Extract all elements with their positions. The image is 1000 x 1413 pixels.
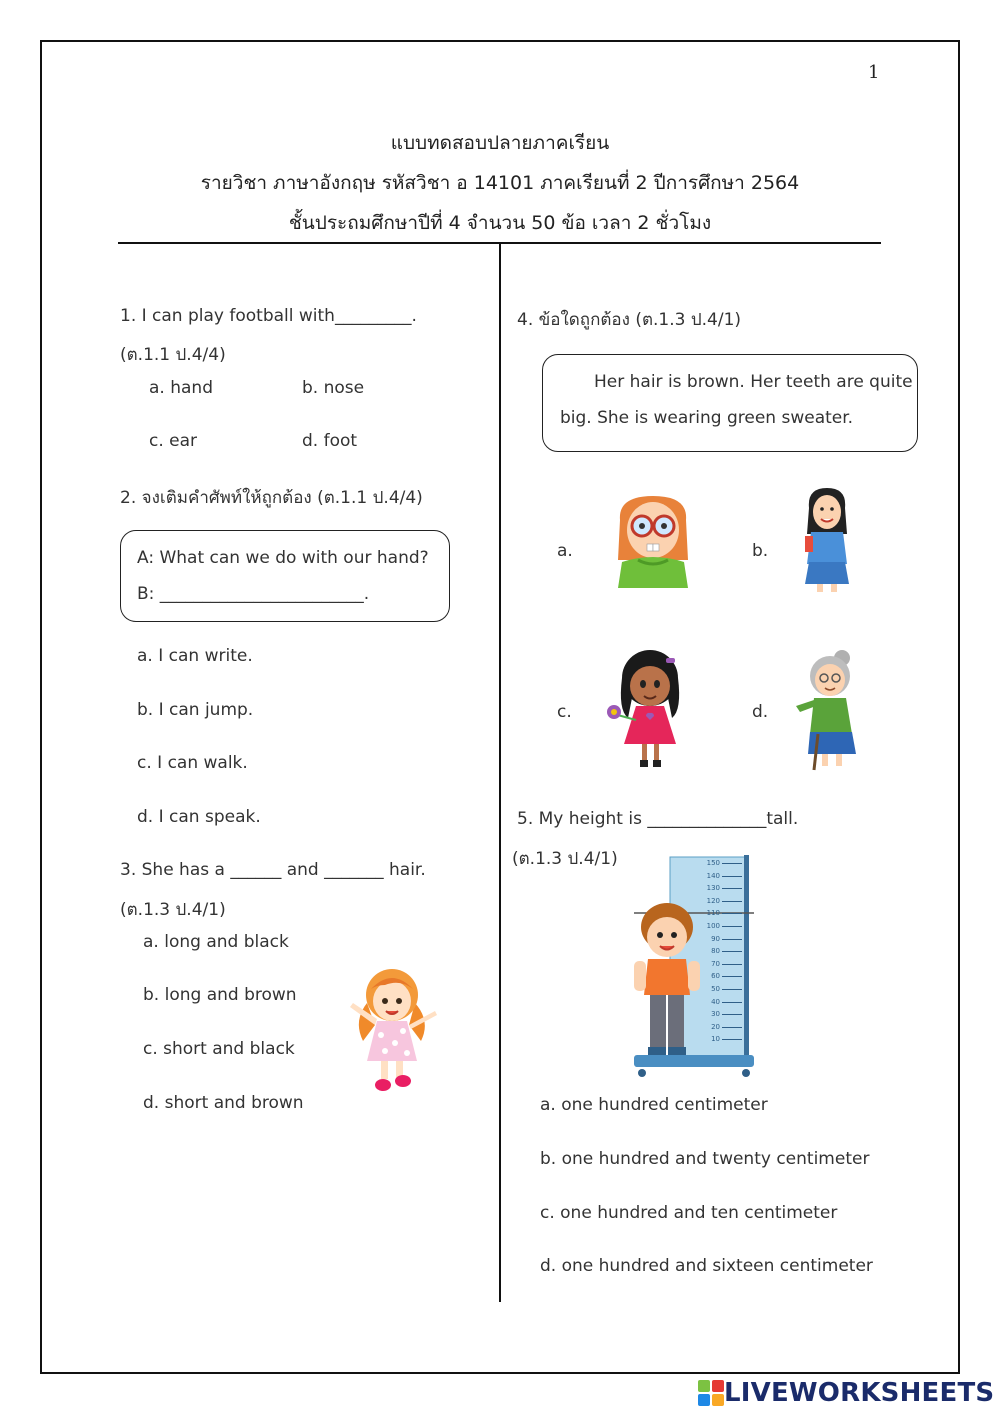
q3-question: 3. She has a ______ and _______ hair.: [120, 860, 426, 880]
q4-description-box: [542, 354, 918, 452]
ruler-tick-label: 30: [711, 1010, 720, 1019]
column-divider: [499, 244, 501, 1302]
ruler-tick-mark: [722, 926, 742, 927]
q5-option-c[interactable]: c. one hundred and ten centimeter: [540, 1203, 838, 1223]
ruler-tick-label: 80: [711, 947, 720, 956]
ruler-tick-label: 60: [711, 972, 720, 981]
ruler-tick-mark: [722, 1002, 742, 1003]
ruler-tick-label: 110: [706, 909, 720, 918]
woman-black-hair-illustration: [797, 486, 857, 594]
girl-with-glasses-illustration: [608, 490, 698, 588]
q2-option-d[interactable]: d. I can speak.: [137, 807, 261, 827]
ruler-tick-label: 130: [706, 884, 720, 893]
q4-option-b[interactable]: b.: [752, 541, 769, 561]
liveworksheets-logo-text: LIVEWORKSHEETS: [724, 1378, 995, 1408]
girl-with-flower-illustration: [600, 648, 692, 770]
ruler-tick-mark: [722, 989, 742, 990]
q1-question: 1. I can play football with_________.: [120, 306, 417, 326]
q3-option-c[interactable]: c. short and black: [143, 1039, 295, 1059]
q4-option-d[interactable]: d.: [752, 702, 769, 722]
q5-option-a[interactable]: a. one hundred centimeter: [540, 1095, 768, 1115]
ruler-tick-label: 10: [711, 1035, 720, 1044]
q5-option-d[interactable]: d. one hundred and sixteen centimeter: [540, 1256, 873, 1276]
q1-standard: (ต.1.1 ป.4/4): [120, 345, 226, 365]
q5-question: 5. My height is ______________tall.: [517, 809, 799, 829]
q2-option-a[interactable]: a. I can write.: [137, 646, 253, 666]
ruler-tick-mark: [722, 1039, 742, 1040]
exam-subject: รายวิชา ภาษาอังกฤษ รหัสวิชา อ 14101 ภาคเรียนที่ 2 ปีการศึกษา 2564: [200, 172, 800, 194]
exam-title: แบบทดสอบปลายภาคเรียน: [390, 132, 610, 154]
height-ruler-figure: [620, 855, 755, 1080]
q5-standard: (ต.1.3 ป.4/1): [512, 849, 618, 869]
ruler-tick-label: 50: [711, 985, 720, 993]
ruler-tick-label: 20: [711, 1022, 720, 1031]
ruler-tick-mark: [722, 951, 742, 952]
q1-option-b[interactable]: b. nose: [302, 378, 365, 398]
q3-option-b[interactable]: b. long and brown: [143, 985, 297, 1005]
q4-description-line-a: Her hair is brown. Her teeth are quite: [594, 372, 913, 392]
q5-option-b[interactable]: b. one hundred and twenty centimeter: [540, 1149, 870, 1169]
q2-option-b[interactable]: b. I can jump.: [137, 700, 254, 720]
q2-option-c[interactable]: c. I can walk.: [137, 753, 248, 773]
liveworksheets-logo[interactable]: [698, 1378, 994, 1408]
q4-description-line-b: big. She is wearing green sweater.: [560, 408, 854, 428]
ruler-tick-label: 40: [711, 997, 720, 1006]
q2-dialogue-box: [120, 530, 450, 622]
page-number: 1: [868, 62, 880, 83]
q2-dialogue-line-a: A: What can we do with our hand?: [137, 548, 429, 568]
q4-option-a[interactable]: a.: [557, 541, 573, 561]
grandmother-illustration: [790, 648, 862, 772]
q4-question: 4. ข้อใดถูกต้อง (ต.1.3 ป.4/1): [517, 310, 742, 330]
q1-option-d[interactable]: d. foot: [302, 431, 358, 451]
ruler-tick-mark: [722, 901, 742, 902]
q1-option-a[interactable]: a. hand: [149, 378, 213, 398]
ruler-tick-mark: [722, 964, 742, 965]
ruler-tick-mark: [722, 1014, 742, 1015]
q1-option-c[interactable]: c. ear: [149, 431, 198, 451]
ruler-tick-label: 90: [711, 934, 720, 943]
ruler-tick-mark: [722, 976, 742, 977]
q4-option-c[interactable]: c.: [557, 702, 572, 722]
ruler-tick-mark: [722, 1027, 742, 1028]
ruler-tick-label: 140: [706, 871, 720, 880]
ruler-tick-mark: [722, 876, 742, 877]
ruler-tick-mark: [722, 913, 742, 914]
q3-standard: (ต.1.3 ป.4/1): [120, 900, 226, 920]
ruler-tick-label: 70: [711, 959, 720, 968]
q3-option-a[interactable]: a. long and black: [143, 932, 289, 952]
girl-illustration: [345, 963, 440, 1095]
ruler-tick-mark: [722, 939, 742, 940]
q3-option-d[interactable]: d. short and brown: [143, 1093, 304, 1113]
ruler-tick-mark: [722, 888, 742, 889]
ruler-tick-label: 150: [706, 859, 720, 867]
ruler-tick-label: 100: [706, 922, 720, 930]
q2-dialogue-line-b: B: ________________________.: [137, 584, 370, 604]
liveworksheets-logo-icon: [698, 1380, 724, 1406]
ruler-tick-label: 120: [706, 896, 720, 905]
ruler-tick-mark: [722, 863, 742, 864]
q2-question: 2. จงเติมคำศัพท์ให้ถูกต้อง (ต.1.1 ป.4/4): [120, 488, 423, 508]
exam-grade-info: ชั้นประถมศึกษาปีที่ 4 จำนวน 50 ข้อ เวลา 2 ชั่วโมง: [288, 212, 712, 234]
